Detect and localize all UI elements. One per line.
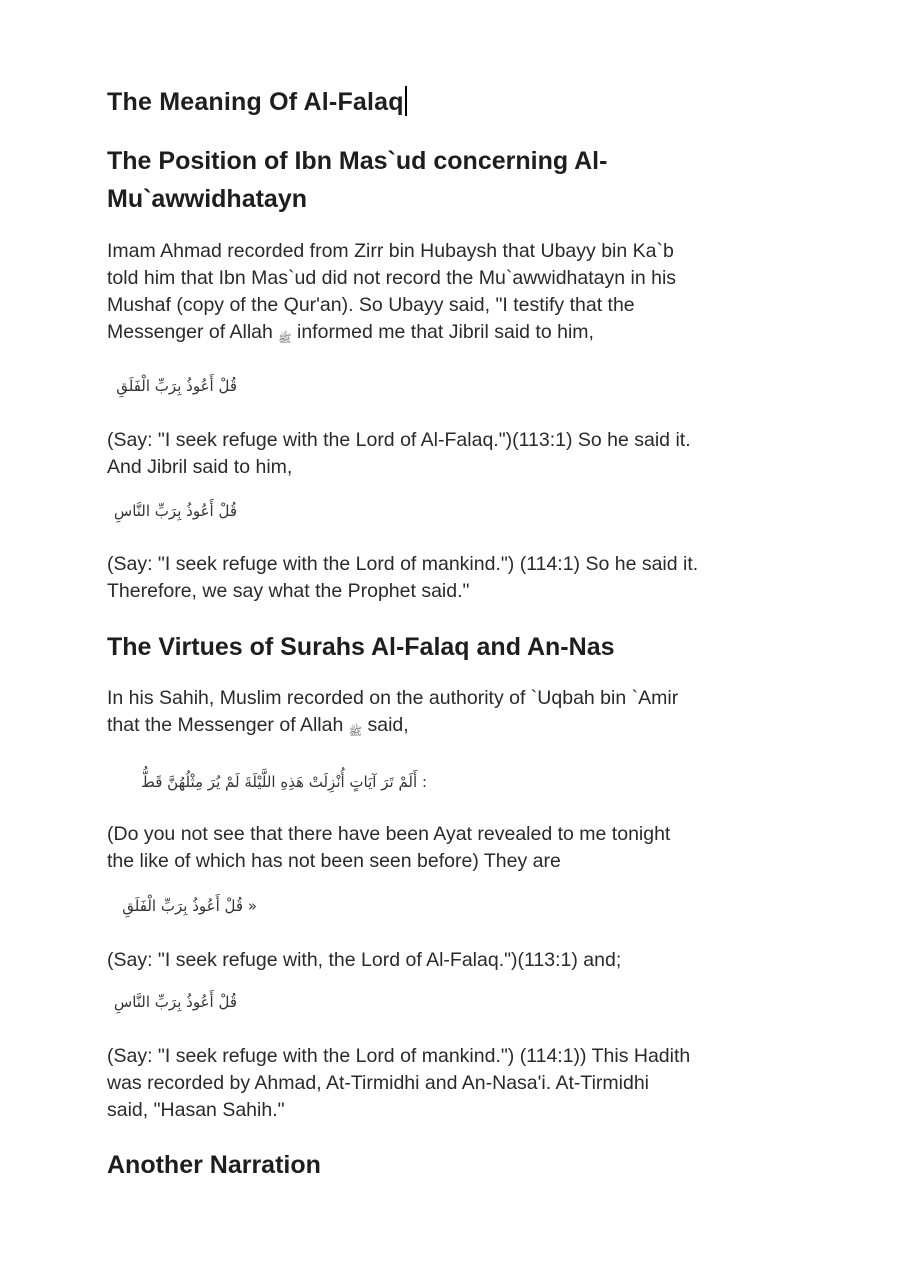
text-cursor[interactable]: [405, 86, 407, 116]
text-line: (Say: "I seek refuge with, the Lord of Al-Falaq.")(113:1) and;: [107, 949, 622, 971]
text-line: [107, 319, 797, 352]
text-line: In his Sahih, Muslim recorded on the authority of `Uqbah bin `Amir: [107, 687, 679, 709]
text-line: Therefore, we say what the Prophet said.": [107, 580, 470, 602]
heading-line: The Position of Ibn Mas`ud concerning Al-: [107, 147, 608, 175]
text-line: Mushaf (copy of the Qur'an). So Ubayy said, "I testify that the: [107, 294, 635, 316]
text-line: Imam Ahmad recorded from Zirr bin Hubaysh that Ubayy bin Ka`b: [107, 240, 674, 262]
text-span: Messenger of Allah: [107, 321, 273, 343]
paragraph: [107, 821, 797, 875]
text-line: And Jibril said to him,: [107, 456, 293, 478]
text-span: informed me that Jibril said to him,: [297, 321, 594, 343]
title-text: The Meaning Of Al-Falaq: [107, 88, 404, 116]
paragraph: [107, 947, 797, 974]
page-title: [107, 86, 407, 117]
text-span: said,: [367, 714, 409, 736]
section-heading-another-narration: Another Narration: [107, 1151, 321, 1179]
text-span: that the Messenger of Allah: [107, 714, 344, 736]
section-heading-virtues: The Virtues of Surahs Al-Falaq and An-Nas: [107, 633, 615, 661]
text-line: told him that Ibn Mas`ud did not record the Mu`awwidhatayn in his: [107, 267, 677, 289]
text-line: (Say: "I seek refuge with the Lord of mankind.") (114:1)) This Hadith: [107, 1045, 691, 1067]
arabic-verse: قُلْ أَعُوذُ بِرَبِّ النَّاسِ: [113, 993, 237, 1011]
arabic-verse: « قُلْ أَعُوذُ بِرَبِّ الْفَلَقِ: [122, 897, 257, 915]
heading-line: Mu`awwidhatayn: [107, 185, 308, 213]
arabic-hadith: : أَلَمْ تَرَ آيَاتٍ أُنْزِلَتْ هَذِهِ اللَّيْلَةَ لَمْ يُرَ مِثْلُهُنَّ قَطُّ: [140, 773, 427, 791]
arabic-verse: قُلْ أَعُوذُ بِرَبِّ الْفَلَقِ: [116, 377, 237, 395]
arabic-verse: قُلْ أَعُوذُ بِرَبِّ النَّاسِ: [113, 502, 237, 520]
text-line: (Do you not see that there have been Ayat revealed to me tonight: [107, 823, 671, 845]
paragraph: [107, 551, 797, 605]
paragraph: [107, 427, 797, 481]
text-line: (Say: "I seek refuge with the Lord of Al-Falaq.")(113:1) So he said it.: [107, 429, 691, 451]
salutation-icon: ﷺ: [278, 332, 292, 345]
text-line: the like of which has not been seen before) They are: [107, 850, 561, 872]
text-line: was recorded by Ahmad, At-Tirmidhi and An-Nasa'i. At-Tirmidhi: [107, 1072, 649, 1094]
text-line: said, "Hasan Sahih.": [107, 1099, 285, 1121]
section-heading-ibn-masud: [107, 142, 767, 218]
text-line: [107, 712, 797, 745]
text-line: (Say: "I seek refuge with the Lord of mankind.") (114:1) So he said it.: [107, 553, 699, 575]
paragraph: [107, 685, 797, 745]
paragraph: [107, 1043, 797, 1124]
salutation-icon: ﷺ: [348, 725, 363, 738]
paragraph: [107, 238, 797, 352]
